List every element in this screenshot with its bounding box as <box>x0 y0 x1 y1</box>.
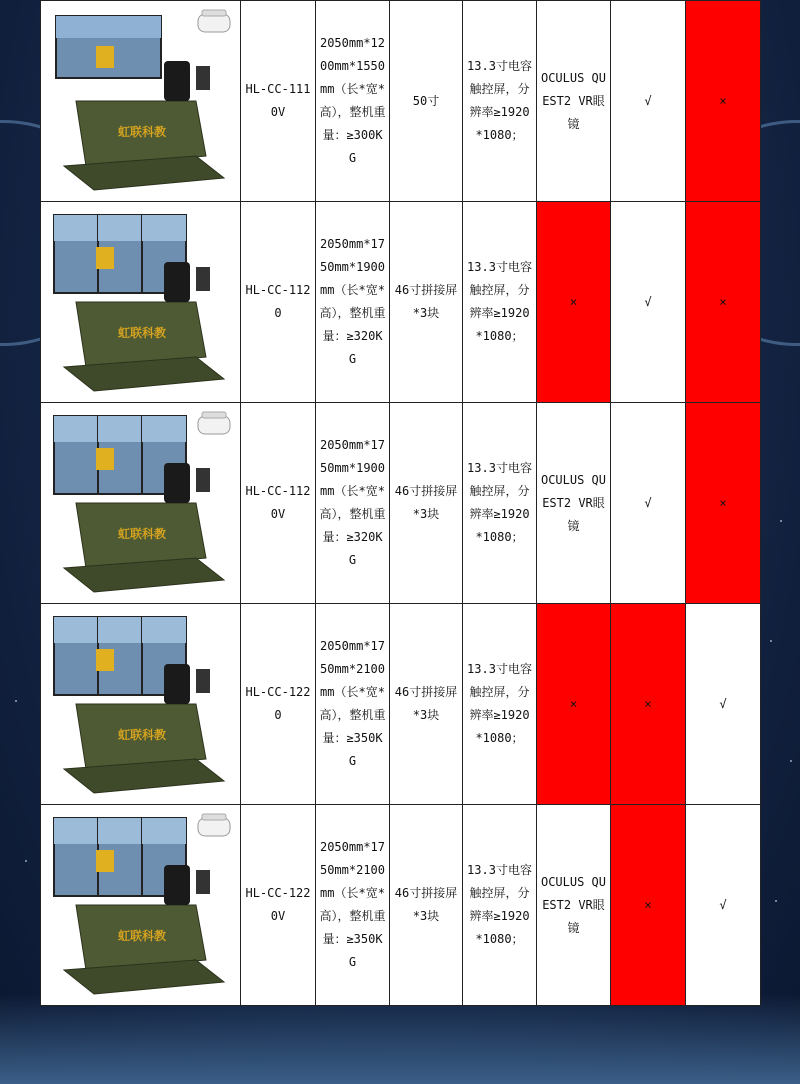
model-cell <box>241 604 316 805</box>
console-cell <box>463 1 537 202</box>
dimensions-text: 2050mm*1750mm*1900mm（长*宽*高），整机重量：≥320KG <box>319 438 386 567</box>
touchscreen-text: 13.3寸电容触控屏，分辨率≥1920*1080； <box>467 260 532 343</box>
simulator-image <box>46 6 236 196</box>
size-cell <box>316 202 390 403</box>
touchscreen-text: 13.3寸电容触控屏，分辨率≥1920*1080； <box>467 59 532 142</box>
brand-logo: 虹联科教 <box>117 326 166 340</box>
col8-cell <box>686 202 761 403</box>
touchscreen-text: 13.3寸电容触控屏，分辨率≥1920*1080； <box>467 863 532 946</box>
mark-col7: × <box>644 696 652 711</box>
vr-headset-icon <box>198 14 230 32</box>
product-image-cell <box>41 805 241 1006</box>
col8-cell <box>686 1 761 202</box>
control-console <box>196 66 210 90</box>
dimensions-text: 2050mm*1750mm*2100mm（长*宽*高），整机重量：≥350KG <box>319 639 386 768</box>
mark-col7: × <box>644 897 652 912</box>
size-cell <box>316 403 390 604</box>
vr-strap <box>202 412 226 418</box>
vr-cell <box>537 604 611 805</box>
brand-logo: 虹联科教 <box>117 125 166 139</box>
product-image-cell <box>41 403 241 604</box>
touchscreen-text: 13.3寸电容触控屏，分辨率≥1920*1080； <box>467 662 532 745</box>
console-cell <box>463 604 537 805</box>
size-cell <box>316 805 390 1006</box>
model-number: HL-CC-1220V <box>245 886 311 923</box>
brand-logo: 虹联科教 <box>117 929 166 943</box>
console-cell <box>463 403 537 604</box>
dimensions-text: 2050mm*1750mm*1900mm（长*宽*高），整机重量：≥320KG <box>319 237 386 366</box>
driver-seat <box>164 463 190 503</box>
driver-seat <box>164 664 190 704</box>
sky <box>56 16 161 38</box>
sky <box>54 818 98 844</box>
col7-cell <box>611 202 686 403</box>
brand-logo: 虹联科教 <box>117 728 166 742</box>
sky <box>98 818 142 844</box>
mark-col7: √ <box>644 93 652 108</box>
vr-headset-icon <box>198 416 230 434</box>
dimensions-text: 2050mm*1200mm*1550mm（长*宽*高），整机重量：≥300KG <box>319 36 386 165</box>
screen-text: 50寸 <box>412 93 440 108</box>
console-cell <box>463 202 537 403</box>
driver-seat <box>164 262 190 302</box>
forklift-graphic <box>96 247 114 269</box>
console-cell <box>463 805 537 1006</box>
control-console <box>196 468 210 492</box>
driver-seat <box>164 61 190 101</box>
col7-cell <box>611 604 686 805</box>
table-row <box>41 403 761 604</box>
control-console <box>196 669 210 693</box>
mark-col8: × <box>719 93 727 108</box>
vr-headset-icon <box>198 818 230 836</box>
model-number: HL-CC-1120 <box>245 283 311 320</box>
simulator-image <box>46 207 236 397</box>
vr-text: OCULUS QUEST2 VR眼镜 <box>540 874 607 935</box>
mark-col8: × <box>719 294 727 309</box>
product-spec-table <box>40 0 761 1006</box>
col8-cell <box>686 403 761 604</box>
model-cell <box>241 805 316 1006</box>
vr-cell <box>537 1 611 202</box>
vr-cell <box>537 202 611 403</box>
table-row <box>41 805 761 1006</box>
touchscreen-text: 13.3寸电容触控屏，分辨率≥1920*1080； <box>467 461 532 544</box>
product-image-cell <box>41 1 241 202</box>
background-glow <box>0 994 800 1084</box>
mark-col7: √ <box>644 294 652 309</box>
mark-col7: √ <box>644 495 652 510</box>
screen-cell <box>390 805 463 1006</box>
screen-text: 46寸拼接屏*3块 <box>394 886 458 923</box>
model-number: HL-CC-1220 <box>245 685 311 722</box>
sky <box>98 617 142 643</box>
sky <box>142 617 186 643</box>
sky <box>142 818 186 844</box>
control-console <box>196 870 210 894</box>
model-cell <box>241 403 316 604</box>
screen-cell <box>390 403 463 604</box>
sky <box>98 215 142 241</box>
table-row <box>41 1 761 202</box>
mark-col8: √ <box>719 696 727 711</box>
product-image-cell <box>41 604 241 805</box>
forklift-graphic <box>96 46 114 68</box>
model-number: HL-CC-1120V <box>245 484 311 521</box>
brand-logo: 虹联科教 <box>117 527 166 541</box>
simulator-image <box>46 408 236 598</box>
col7-cell <box>611 403 686 604</box>
sky <box>54 416 98 442</box>
mark-col8: × <box>719 495 727 510</box>
simulator-image <box>46 609 236 799</box>
vr-cell <box>537 403 611 604</box>
sky <box>142 416 186 442</box>
screen-text: 46寸拼接屏*3块 <box>394 484 458 521</box>
model-cell <box>241 202 316 403</box>
simulator-image <box>46 810 236 1000</box>
sky <box>142 215 186 241</box>
control-console <box>196 267 210 291</box>
screen-cell <box>390 604 463 805</box>
sky <box>98 416 142 442</box>
model-number: HL-CC-1110V <box>245 82 311 119</box>
forklift-graphic <box>96 448 114 470</box>
col8-cell <box>686 805 761 1006</box>
table-row <box>41 202 761 403</box>
mark-col6: × <box>569 696 578 711</box>
dimensions-text: 2050mm*1750mm*2100mm（长*宽*高），整机重量：≥350KG <box>319 840 386 969</box>
col7-cell <box>611 1 686 202</box>
model-cell <box>241 1 316 202</box>
screen-text: 46寸拼接屏*3块 <box>394 283 458 320</box>
forklift-graphic <box>96 649 114 671</box>
size-cell <box>316 1 390 202</box>
vr-strap <box>202 10 226 16</box>
sky <box>54 215 98 241</box>
vr-strap <box>202 814 226 820</box>
forklift-graphic <box>96 850 114 872</box>
size-cell <box>316 604 390 805</box>
screen-cell <box>390 1 463 202</box>
table-row <box>41 604 761 805</box>
vr-text: OCULUS QUEST2 VR眼镜 <box>540 70 607 131</box>
driver-seat <box>164 865 190 905</box>
col7-cell <box>611 805 686 1006</box>
sky <box>54 617 98 643</box>
product-image-cell <box>41 202 241 403</box>
mark-col8: √ <box>719 897 727 912</box>
screen-text: 46寸拼接屏*3块 <box>394 685 458 722</box>
mark-col6: × <box>569 294 578 309</box>
vr-text: OCULUS QUEST2 VR眼镜 <box>540 472 607 533</box>
vr-cell <box>537 805 611 1006</box>
col8-cell <box>686 604 761 805</box>
screen-cell <box>390 202 463 403</box>
